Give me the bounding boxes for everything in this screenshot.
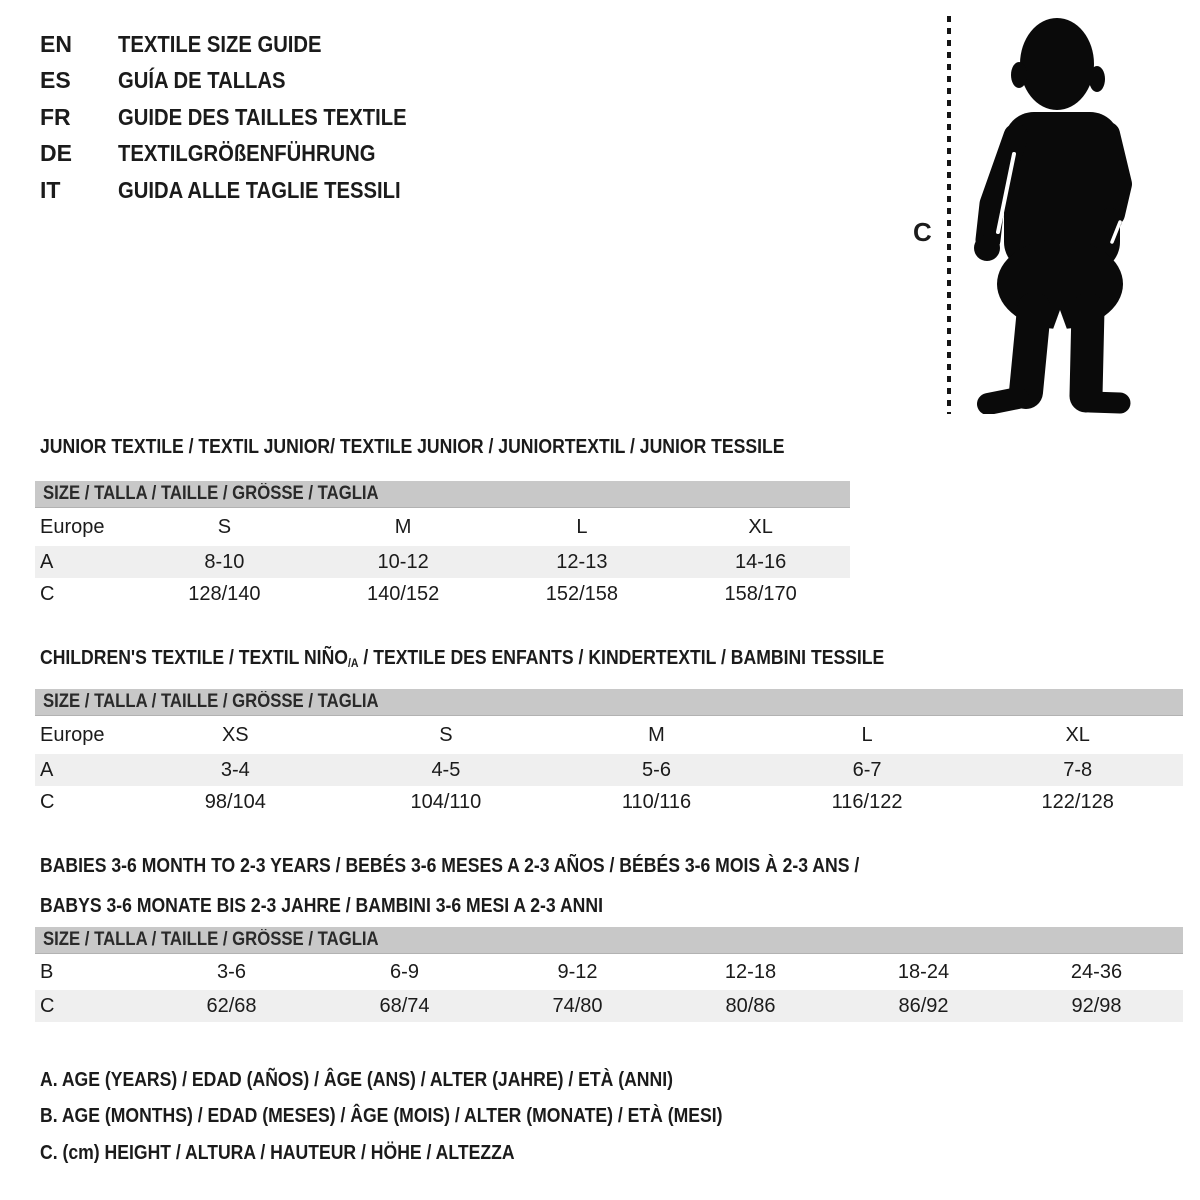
children-title-pre: CHILDREN'S TEXTILE / TEXTIL NIÑO: [40, 647, 348, 669]
table-row-age: [35, 754, 1183, 786]
size-header-bar: [35, 481, 850, 508]
table-cell: 74/80: [552, 994, 603, 1017]
lang-code: ES: [40, 67, 71, 94]
table-cell: 122/128: [1041, 790, 1114, 813]
table-row-height: [35, 786, 1183, 818]
table-cell: 92/98: [1071, 994, 1122, 1017]
table-row-age: [35, 546, 850, 578]
table-cell: 128/140: [188, 582, 261, 605]
legend-line-c: [40, 1135, 816, 1172]
children-section-title: [40, 647, 999, 670]
table-cell: 18-24: [897, 960, 950, 983]
language-header: [40, 26, 446, 209]
table-cell: 6-9: [390, 960, 419, 983]
lang-row-es: [40, 63, 446, 100]
table-cell: 116/122: [831, 790, 903, 813]
legend-line-b: [40, 1099, 816, 1136]
size-header-label: SIZE / TALLA / TAILLE / GRÖSSE / TAGLIA: [43, 691, 379, 712]
legend-line-a: [40, 1062, 816, 1099]
table-cell: 8-10: [204, 550, 245, 573]
table-cell: 24-36: [1070, 960, 1123, 983]
table-cell: 104/110: [410, 790, 482, 813]
table-row-months: [35, 954, 1183, 990]
toddler-silhouette-icon: [960, 14, 1136, 414]
junior-size-table: [35, 481, 850, 610]
table-cell: 10-12: [377, 550, 429, 573]
babies-title-line1: BABIES 3-6 MONTH TO 2-3 YEARS / BEBÉS 3-6 MESES A 2-3 AÑOS / BÉBÉS 3-6 MOIS À 2-3 ANS /: [40, 855, 860, 877]
children-title-post: / TEXTILE DES ENFANTS / KINDERTEXTIL / BAMBINI TESSILE: [358, 647, 885, 669]
lang-title: TEXTILGRÖßENFÜHRUNG: [118, 140, 376, 167]
row-label: C: [40, 790, 55, 813]
height-marker-label: C: [913, 217, 932, 247]
legend-text: B. AGE (MONTHS) / EDAD (MESES) / ÂGE (MOIS) / ALTER (MONATE) / ETÀ (MESI): [40, 1105, 723, 1128]
row-label: C: [40, 582, 55, 605]
table-cell: 4-5: [431, 758, 461, 781]
table-cell: XL: [748, 515, 773, 538]
height-dashed-line: [947, 16, 951, 414]
row-label: C: [40, 994, 55, 1017]
babies-size-table: [35, 927, 1183, 1022]
lang-row-de: [40, 136, 446, 173]
table-cell: 5-6: [642, 758, 671, 781]
table-cell: XS: [221, 723, 249, 746]
table-cell: 14-16: [735, 550, 787, 573]
lang-code: EN: [40, 30, 72, 57]
table-cell: 12-13: [556, 550, 608, 573]
table-row-height: [35, 578, 850, 610]
children-title-text: [40, 647, 884, 670]
lang-title: GUIDE DES TAILLES TEXTILE: [118, 103, 407, 130]
table-cell: 110/116: [621, 790, 692, 813]
legend: [40, 1062, 816, 1172]
table-row-europe: [35, 508, 850, 546]
lang-title: GUIDA ALLE TAGLIE TESSILI: [118, 176, 401, 203]
table-cell: L: [861, 723, 873, 746]
lang-row-it: [40, 172, 446, 209]
lang-title: TEXTILE SIZE GUIDE: [118, 30, 322, 57]
table-cell: 80/86: [725, 994, 776, 1017]
table-cell: 68/74: [379, 994, 430, 1017]
table-cell: 3-4: [220, 758, 250, 781]
row-label: A: [40, 758, 54, 781]
babies-title-line2: BABYS 3-6 MONATE BIS 2-3 JAHRE / BAMBINI 3-6 MESI A 2-3 ANNI: [40, 895, 603, 917]
table-cell: L: [576, 515, 588, 538]
table-cell: 7-8: [1063, 758, 1093, 781]
table-cell: 62/68: [206, 994, 257, 1017]
table-cell: M: [394, 515, 412, 538]
table-cell: 3-6: [217, 960, 246, 983]
table-row-height: [35, 990, 1183, 1022]
row-label: Europe: [40, 515, 105, 538]
table-cell: 9-12: [557, 960, 598, 983]
row-label: A: [40, 550, 54, 573]
legend-text: A. AGE (YEARS) / EDAD (AÑOS) / ÂGE (ANS) / ALTER (JAHRE) / ETÀ (ANNI): [40, 1068, 673, 1091]
table-cell: XL: [1065, 723, 1090, 746]
table-row-europe: [35, 716, 1183, 754]
table-cell: 6-7: [852, 758, 882, 781]
table-cell: 12-18: [724, 960, 777, 983]
size-header-bar: [35, 689, 1183, 716]
table-cell: 140/152: [366, 582, 440, 605]
table-cell: 152/158: [545, 582, 619, 605]
table-cell: 158/170: [724, 582, 797, 605]
lang-code: IT: [40, 176, 61, 203]
junior-title-text: JUNIOR TEXTILE / TEXTIL JUNIOR/ TEXTILE JUNIOR / JUNIORTEXTIL / JUNIOR TESSILE: [40, 436, 785, 458]
lang-title: GUÍA DE TALLAS: [118, 67, 286, 94]
children-title-sub: /A: [347, 656, 359, 670]
legend-text: C. (cm) HEIGHT / ALTURA / HAUTEUR / HÖHE / ALTEZZA: [40, 1141, 515, 1164]
lang-code: DE: [40, 140, 72, 167]
lang-code: FR: [40, 103, 71, 130]
babies-section-title: [40, 846, 971, 926]
size-header-label: SIZE / TALLA / TAILLE / GRÖSSE / TAGLIA: [43, 929, 379, 950]
junior-section-title: [40, 436, 886, 459]
lang-row-en: [40, 26, 446, 63]
table-cell: 98/104: [204, 790, 266, 813]
table-cell: S: [439, 723, 453, 746]
lang-row-fr: [40, 99, 446, 136]
row-label: B: [40, 960, 54, 983]
table-cell: 86/92: [898, 994, 949, 1017]
children-size-table: [35, 689, 1183, 818]
table-cell: M: [648, 723, 665, 746]
size-header-label: SIZE / TALLA / TAILLE / GRÖSSE / TAGLIA: [43, 483, 379, 504]
size-header-bar: [35, 927, 1183, 954]
table-cell: S: [217, 515, 232, 538]
row-label: Europe: [40, 723, 105, 746]
